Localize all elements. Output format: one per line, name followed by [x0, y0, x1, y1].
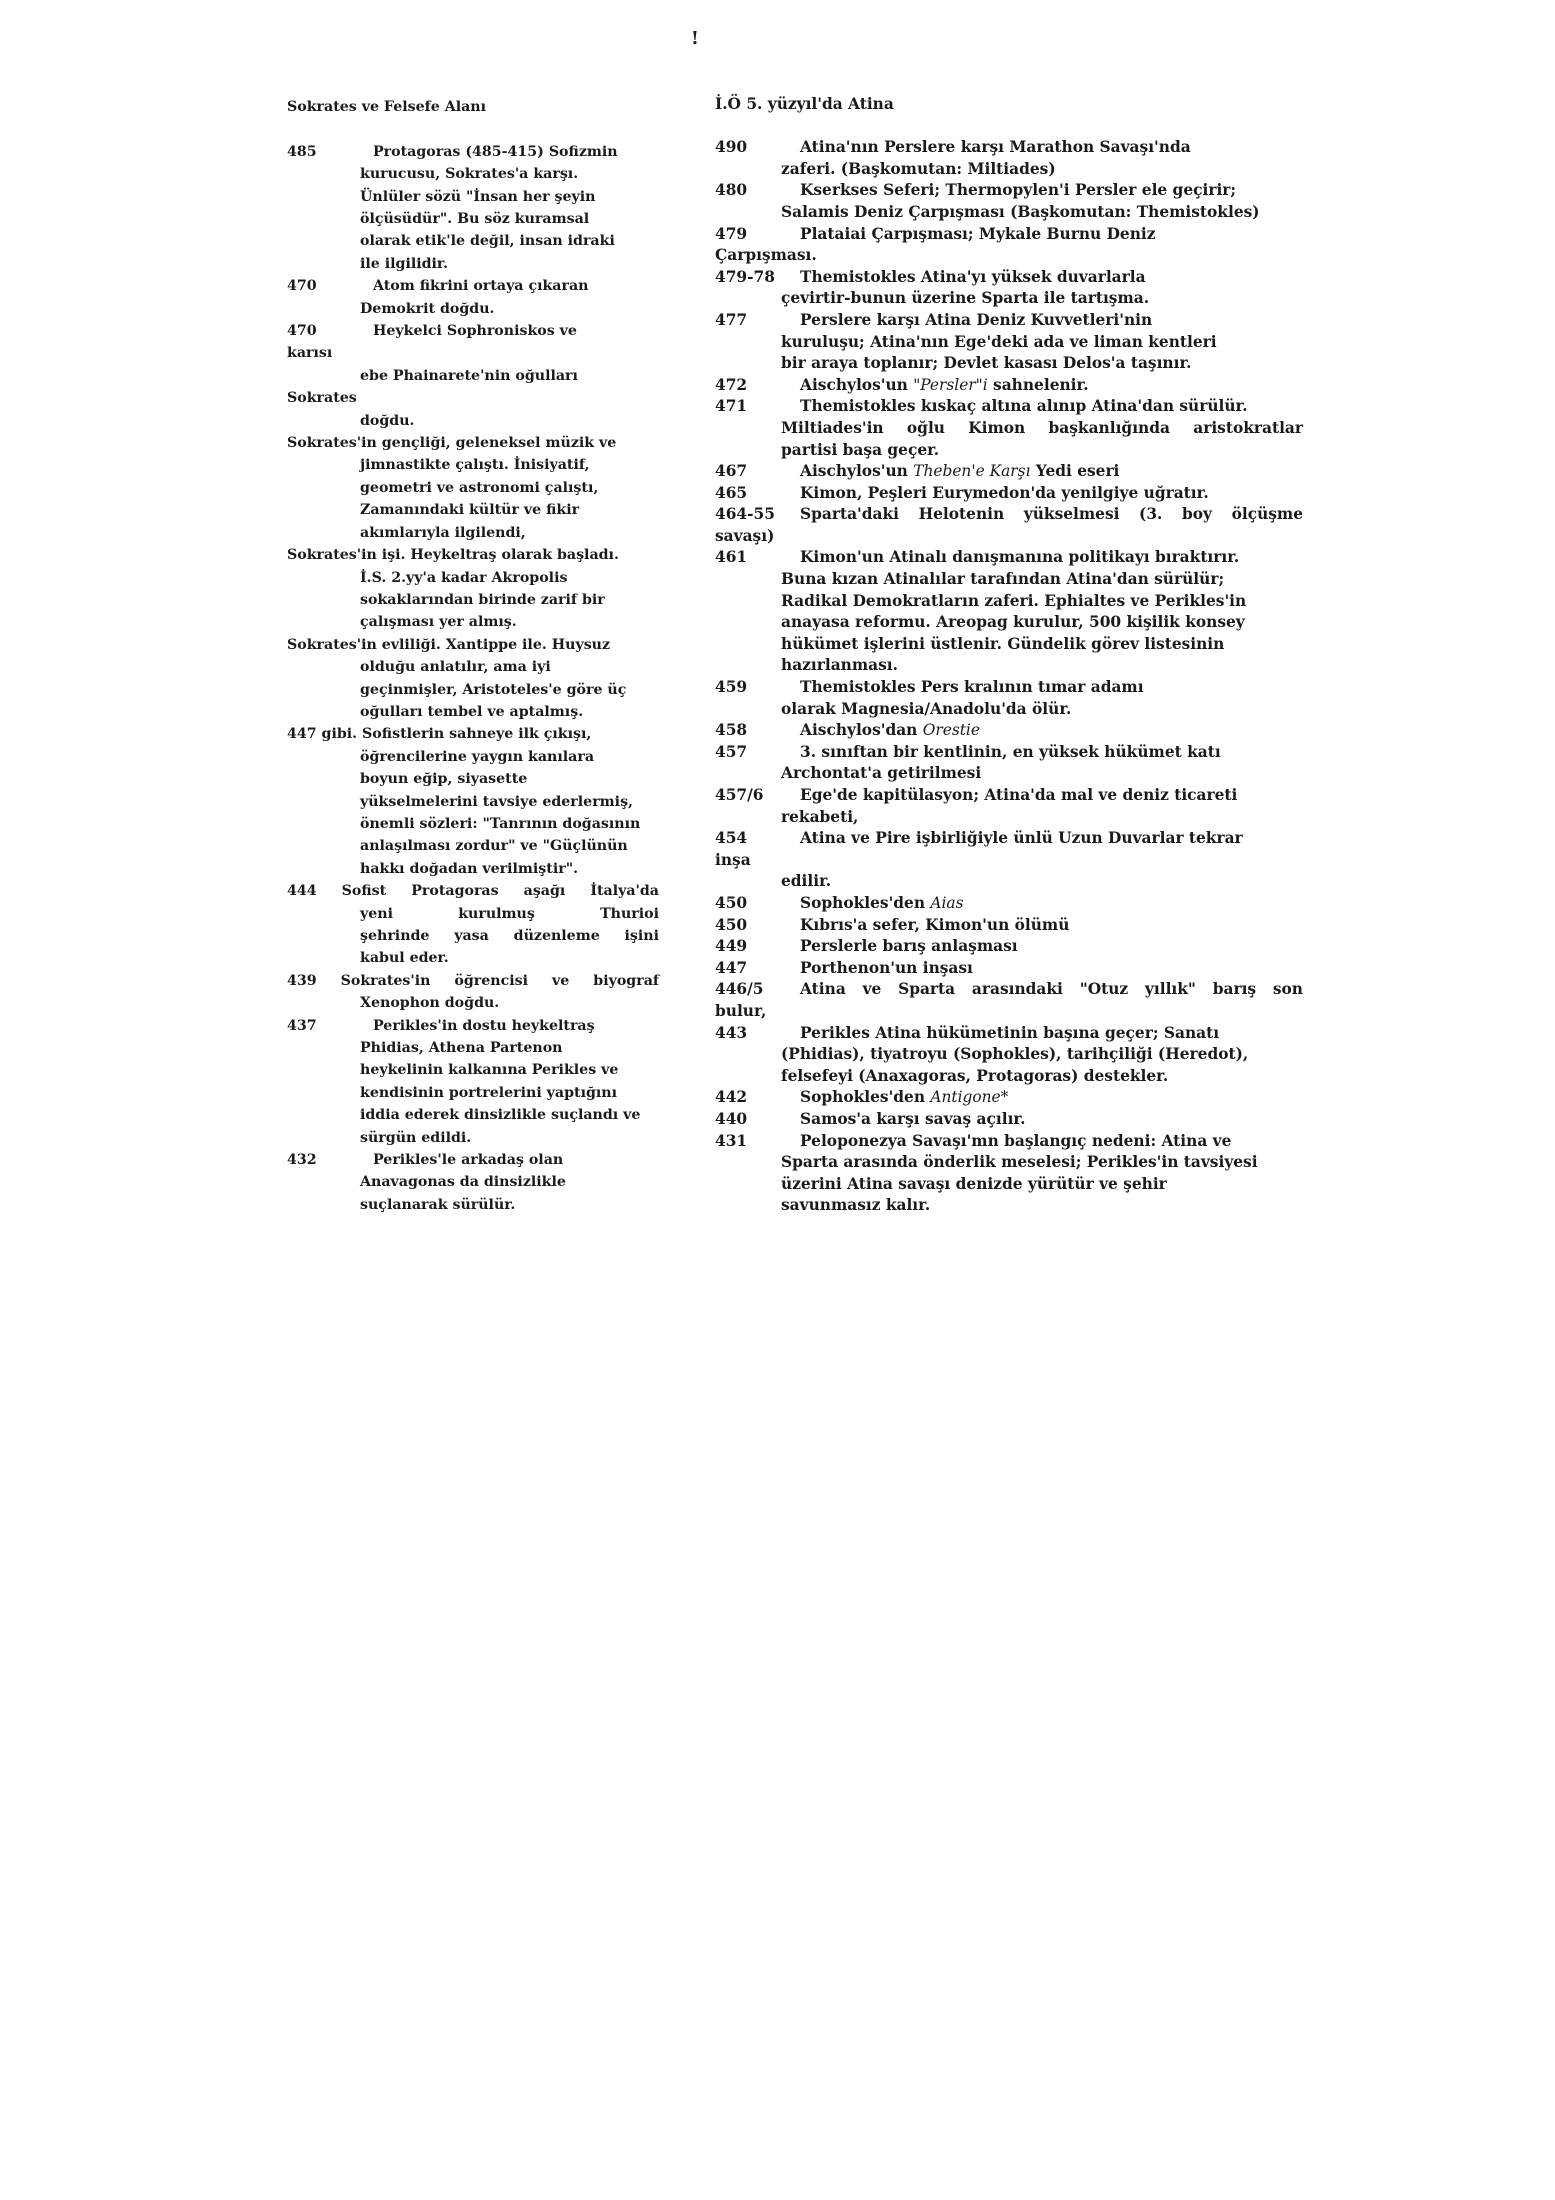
timeline-year-line	[287, 141, 659, 163]
timeline-text-line	[287, 387, 659, 409]
timeline-text-line	[287, 1037, 659, 1059]
timeline-text: Zamanındaki kültür ve fikir	[360, 502, 580, 519]
timeline-text: Perikles Atina hükümetinin başına geçer; Sanatı	[800, 1023, 1220, 1042]
timeline-text-line	[715, 202, 1303, 224]
timeline-entry	[715, 137, 1303, 180]
timeline-text: savaşı)	[715, 526, 775, 545]
timeline-text: Peloponezya Savaşı'mn başlangıç nedeni: Atina ve	[800, 1131, 1232, 1150]
timeline-text-line	[287, 947, 659, 969]
timeline-text: Phidias, Athena Partenon	[360, 1040, 563, 1057]
timeline-text: rekabeti,	[781, 807, 859, 826]
timeline-text: edilir.	[781, 872, 832, 891]
timeline-year-line	[715, 1131, 1303, 1153]
timeline-text-line	[287, 791, 659, 813]
timeline-text: kendisinin portrelerini yaptığını	[360, 1084, 617, 1101]
timeline-year-line	[715, 483, 1303, 505]
timeline-text: Sokrates'in gençliği, geleneksel müzik ve	[287, 435, 617, 452]
timeline-entry	[287, 275, 659, 320]
timeline-text: Anavagonas da dinsizlikle	[360, 1174, 566, 1191]
timeline-year-line	[715, 224, 1303, 246]
timeline-year: 457	[715, 742, 748, 761]
left-column-title: Sokrates ve Felsefe Alanı	[287, 99, 487, 115]
timeline-year: 449	[715, 937, 748, 956]
timeline-text-line	[287, 813, 659, 835]
timeline-year: 470	[287, 323, 317, 340]
timeline-text-line	[287, 970, 659, 992]
timeline-text-line	[287, 746, 659, 768]
timeline-text: Sokrates'in evliliği. Xantippe ile. Huysuz	[287, 636, 611, 653]
timeline-text-line	[715, 288, 1303, 310]
timeline-text: Themistokles kıskaç altına alınıp Atina'dan sürülür.	[800, 397, 1248, 416]
timeline-text-line	[715, 634, 1303, 656]
timeline-entry	[715, 979, 1303, 1022]
timeline-text: sürgün edildi.	[360, 1129, 472, 1146]
timeline-entry	[715, 1023, 1303, 1088]
timeline-text-line	[715, 1001, 1303, 1023]
timeline-year-line	[715, 267, 1303, 289]
timeline-text-line	[287, 432, 659, 454]
timeline-entry	[715, 1109, 1303, 1131]
timeline-text: 444 Sofist Protagoras aşağı İtalya'da	[287, 883, 659, 900]
timeline-text: Perikles'le arkadaş olan	[373, 1152, 564, 1169]
timeline-text: 3. sınıftan bir kentlinin, en yüksek hükümet katı	[800, 742, 1221, 761]
timeline-year-line	[715, 180, 1303, 202]
timeline-text: akımlarıyla ilgilendi,	[360, 524, 526, 541]
timeline-text-line	[287, 499, 659, 521]
timeline-text: Sokrates'in işi. Heykeltraş olarak başladı.	[287, 547, 619, 564]
timeline-year: 443	[715, 1023, 748, 1042]
timeline-year-line	[715, 1087, 1303, 1109]
timeline-text: hazırlanması.	[781, 656, 898, 675]
timeline-text: geçinmişler, Aristoteles'e göre üç	[360, 681, 627, 698]
timeline-year-line	[715, 893, 1303, 915]
timeline-year-line	[715, 742, 1303, 764]
timeline-text-line	[715, 159, 1303, 181]
timeline-entry	[715, 483, 1303, 505]
timeline-year: 447	[715, 958, 748, 977]
timeline-text-line	[287, 522, 659, 544]
right-column	[715, 94, 1303, 1217]
timeline-text-line	[287, 567, 659, 589]
work-title-italic: "Persler"i	[913, 375, 988, 394]
timeline-text: yeni kurulmuş Thurioi	[360, 905, 659, 922]
timeline-text: Miltiades'in oğlu Kimon başkanlığında aristokratlar	[781, 418, 1303, 437]
timeline-text: Sokrates	[287, 390, 357, 407]
timeline-text-line	[287, 1194, 659, 1216]
timeline-text: çalışması yer almış.	[360, 614, 517, 631]
timeline-text-line	[715, 1174, 1303, 1196]
timeline-text: Buna kızan Atinalılar tarafından Atina'dan sürülür;	[781, 570, 1225, 589]
timeline-text: Sparta'daki Helotenin yükselmesi (3. boy ölçüşme	[800, 505, 1303, 524]
timeline-year-line	[287, 320, 659, 342]
timeline-year: 446/5	[715, 980, 764, 999]
timeline-text: Ege'de kapitülasyon; Atina'da mal ve deniz ticareti	[800, 786, 1238, 804]
timeline-year-line	[715, 310, 1303, 332]
timeline-year: 465	[715, 483, 748, 502]
timeline-text-line	[715, 1195, 1303, 1217]
timeline-text-line	[287, 903, 659, 925]
timeline-text: yükselmelerini tavsiye ederlermiş,	[360, 793, 633, 810]
timeline-text: olarak Magnesia/Anadolu'da ölür.	[781, 699, 1072, 718]
timeline-text: (Phidias), tiyatroyu (Sophokles), tarihçiliği (Heredot),	[781, 1045, 1249, 1064]
timeline-text: Perslere karşı Atina Deniz Kuvvetleri'nin	[800, 310, 1153, 329]
timeline-text: Atina'nın Perslere karşı Marathon Savaşı'nda	[800, 138, 1191, 157]
timeline-text: Sophokles'den	[800, 893, 931, 912]
timeline-text-line	[287, 1082, 659, 1104]
timeline-text-line	[715, 353, 1303, 375]
timeline-entry	[715, 958, 1303, 980]
timeline-text: partisi başa geçer.	[781, 440, 940, 459]
timeline-year-line	[715, 785, 1303, 807]
timeline-text: Ünlüler sözü "İnsan her şeyin	[360, 188, 596, 205]
timeline-entry	[715, 310, 1303, 375]
timeline-text-line	[287, 410, 659, 432]
timeline-text: doğdu.	[360, 412, 415, 429]
timeline-text-line	[287, 477, 659, 499]
timeline-text: Plataiai Çarpışması; Mykale Burnu Deniz	[800, 224, 1156, 243]
timeline-text-line	[287, 1171, 659, 1193]
timeline-entry	[287, 544, 659, 634]
timeline-text: hakkı doğadan verilmiştir".	[360, 860, 579, 877]
timeline-entry	[715, 396, 1303, 461]
timeline-text-line	[287, 253, 659, 275]
timeline-text-line	[287, 1104, 659, 1126]
timeline-text-line	[715, 526, 1303, 548]
timeline-text-line	[287, 656, 659, 678]
timeline-year-line	[715, 915, 1303, 937]
timeline-text: felsefeyi (Anaxagoras, Protagoras) destekler.	[781, 1066, 1169, 1085]
left-column	[287, 96, 659, 1216]
timeline-entry	[715, 828, 1303, 893]
timeline-text: kurucusu, Sokrates'a karşı.	[360, 166, 579, 183]
timeline-text: hükümet işlerini üstlenir. Gündelik görev listesinin	[781, 634, 1225, 653]
right-column-title: İ.Ö 5. yüzyıl'da Atina	[715, 95, 894, 113]
timeline-text: bir araya toplanır; Devlet kasası Delos'a taşınır.	[781, 354, 1192, 373]
timeline-year: 431	[715, 1131, 748, 1150]
timeline-text-line	[287, 208, 659, 230]
timeline-entry	[715, 375, 1303, 397]
timeline-text-line	[287, 679, 659, 701]
timeline-entry	[715, 1131, 1303, 1217]
timeline-text-line	[287, 298, 659, 320]
timeline-text: çevirtir-bunun üzerine Sparta ile tartışma.	[781, 289, 1150, 308]
timeline-text: oğulları tembel ve aptalmış.	[360, 703, 584, 720]
timeline-text: karısı	[287, 345, 333, 362]
timeline-text: Samos'a karşı savaş açılır.	[800, 1109, 1026, 1128]
timeline-text-line	[715, 440, 1303, 462]
timeline-entry	[287, 970, 659, 1015]
right-column-entries	[715, 137, 1303, 1217]
timeline-text: sokaklarından birinde zarif bir	[360, 591, 605, 608]
timeline-text: Perslerle barış anlaşması	[800, 937, 1018, 956]
timeline-year: 485	[287, 143, 317, 160]
timeline-entry	[715, 893, 1303, 915]
timeline-year: 442	[715, 1088, 748, 1107]
timeline-year-line	[715, 1023, 1303, 1045]
timeline-year-line	[287, 1149, 659, 1171]
timeline-text-line	[715, 1066, 1303, 1088]
timeline-entry	[287, 880, 659, 970]
timeline-year: 479	[715, 224, 748, 243]
timeline-text: kuruluşu; Atina'nın Ege'deki ada ve liman kentleri	[781, 332, 1217, 351]
timeline-year: 458	[715, 721, 748, 740]
timeline-text-line	[287, 589, 659, 611]
timeline-entry	[287, 320, 659, 432]
timeline-text: 447 gibi. Sofistlerin sahneye ilk çıkışı,	[287, 726, 592, 743]
timeline-text: öğrencilerine yaygın kanılara	[360, 748, 595, 765]
timeline-text: heykelinin kalkanına Perikles ve	[360, 1062, 619, 1079]
timeline-text: Kimon'un Atinalı danışmanına politikayı bıraktırır.	[800, 548, 1240, 567]
timeline-entry	[287, 1149, 659, 1216]
timeline-text: Aischylos'un	[800, 375, 914, 394]
timeline-year-line	[715, 936, 1303, 958]
timeline-text-line	[287, 342, 659, 364]
timeline-text-line	[715, 591, 1303, 613]
timeline-text: Aischylos'dan	[800, 721, 923, 740]
timeline-text-line	[287, 1059, 659, 1081]
timeline-entry	[287, 634, 659, 724]
timeline-text: Demokrit doğdu.	[360, 300, 495, 317]
work-title-italic: Theben'e Karşı	[913, 462, 1031, 481]
timeline-entry	[715, 677, 1303, 720]
timeline-entry	[715, 720, 1303, 742]
timeline-entry	[715, 504, 1303, 547]
timeline-entry	[287, 723, 659, 880]
timeline-text-line	[287, 163, 659, 185]
timeline-text-line	[715, 871, 1303, 893]
timeline-text: iddia ederek dinsizlikle suçlandı ve	[360, 1107, 641, 1124]
timeline-text: İ.S. 2.yy'a kadar Akropolis	[360, 569, 568, 586]
timeline-year: 440	[715, 1109, 748, 1128]
timeline-text: Çarpışması.	[715, 246, 817, 265]
timeline-text: ölçüsüdür". Bu söz kuramsal	[360, 211, 590, 228]
timeline-year: 480	[715, 181, 748, 200]
timeline-text: Atina ve Pire işbirliğiyle ünlü Uzun Duvarlar tekrar	[800, 829, 1243, 848]
timeline-text: jimnastikte çalıştı. İnisiyatif,	[360, 457, 590, 474]
timeline-year-line	[715, 677, 1303, 699]
timeline-text: Porthenon'un inşası	[800, 958, 973, 977]
timeline-text-line	[287, 701, 659, 723]
timeline-entry	[715, 267, 1303, 310]
timeline-year: 459	[715, 678, 748, 697]
timeline-year-line	[715, 720, 1303, 742]
timeline-year: 470	[287, 278, 317, 295]
timeline-text: savunmasız kalır.	[781, 1196, 931, 1215]
timeline-year: 457/6	[715, 786, 764, 804]
timeline-year: 479-78	[715, 267, 775, 286]
timeline-text: Atom fikrini ortaya çıkaran	[373, 278, 589, 295]
timeline-text: suçlanarak sürülür.	[360, 1196, 516, 1213]
timeline-text-line	[287, 230, 659, 252]
timeline-text-line	[287, 1127, 659, 1149]
timeline-text: Kserkses Seferi; Thermopylen'i Persler ele geçirir;	[800, 181, 1237, 200]
timeline-text: boyun eğip, siyasette	[360, 771, 528, 788]
timeline-text: Themistokles Atina'yı yüksek duvarlarla	[800, 267, 1146, 286]
timeline-year: 432	[287, 1152, 317, 1169]
work-title-italic: Antigone*	[930, 1088, 1009, 1107]
timeline-year: 454	[715, 829, 748, 848]
timeline-year-line	[715, 504, 1303, 526]
timeline-text-line	[287, 723, 659, 745]
timeline-text-line	[715, 1044, 1303, 1066]
timeline-text: kabul eder.	[360, 950, 449, 967]
timeline-text-line	[287, 544, 659, 566]
timeline-text: Xenophon doğdu.	[360, 995, 500, 1012]
timeline-text: Perikles'in dostu heykeltraş	[373, 1017, 595, 1034]
timeline-text: şehrinde yasa düzenleme işini	[360, 928, 659, 945]
timeline-text-line	[715, 245, 1303, 267]
timeline-year: 437	[287, 1017, 317, 1034]
timeline-text: Kıbrıs'a sefer, Kimon'un ölümü	[800, 915, 1070, 934]
timeline-text-line	[287, 925, 659, 947]
work-title-italic: Orestie	[922, 721, 980, 740]
timeline-year-line	[715, 958, 1303, 980]
left-column-entries	[287, 141, 659, 1217]
timeline-year: 450	[715, 893, 748, 912]
timeline-year-line	[715, 828, 1303, 850]
timeline-text-line	[715, 807, 1303, 829]
timeline-text: ebe Phainarete'nin oğulları	[360, 367, 578, 384]
timeline-text-line	[715, 699, 1303, 721]
timeline-year-line	[715, 461, 1303, 483]
timeline-text: inşa	[715, 850, 751, 869]
timeline-text: olarak etik'le değil, insan idraki	[360, 233, 615, 250]
timeline-text-line	[715, 569, 1303, 591]
timeline-text: üzerini Atina savaşı denizde yürütür ve şehir	[781, 1174, 1167, 1193]
timeline-text-line	[715, 655, 1303, 677]
timeline-text: Sophokles'den	[800, 1088, 931, 1107]
timeline-text-line	[287, 186, 659, 208]
timeline-year-line	[715, 137, 1303, 159]
timeline-year-line	[287, 1015, 659, 1037]
timeline-text-line	[287, 454, 659, 476]
timeline-year: 477	[715, 310, 748, 329]
timeline-year-line	[287, 275, 659, 297]
timeline-text: Radikal Demokratların zaferi. Ephialtes ve Perikles'in	[781, 591, 1247, 610]
timeline-text: Themistokles Pers kralının tımar adamı	[800, 678, 1144, 697]
timeline-text: Heykelci Sophroniskos ve	[373, 323, 577, 340]
timeline-entry	[715, 915, 1303, 937]
timeline-text-line	[287, 611, 659, 633]
timeline-year: 450	[715, 915, 748, 934]
timeline-text-line	[287, 880, 659, 902]
timeline-text: Yedi eseri	[1030, 462, 1120, 481]
timeline-year-line	[715, 547, 1303, 569]
timeline-entry	[715, 785, 1303, 828]
timeline-text-line	[715, 850, 1303, 872]
timeline-entry	[287, 141, 659, 275]
timeline-year: 472	[715, 375, 748, 394]
timeline-entry	[715, 742, 1303, 785]
timeline-text-line	[287, 858, 659, 880]
timeline-text-line	[287, 992, 659, 1014]
timeline-text: Atina ve Sparta arasındaki "Otuz yıllık" barış son	[800, 980, 1303, 999]
timeline-text-line	[287, 835, 659, 857]
timeline-year-line	[715, 396, 1303, 418]
timeline-year-line	[715, 1109, 1303, 1131]
timeline-text: bulur,	[715, 1001, 767, 1020]
timeline-text: Salamis Deniz Çarpışması (Başkomutan: Themistokles)	[781, 202, 1260, 221]
page-top-mark: !	[691, 28, 699, 49]
timeline-text: Kimon, Peşleri Eurymedon'da yenilgiye uğratır.	[800, 483, 1209, 502]
timeline-text-line	[715, 1152, 1303, 1174]
timeline-text: anlaşılması zordur" ve "Güçlünün	[360, 838, 628, 855]
timeline-text-line	[287, 365, 659, 387]
timeline-year-line	[715, 375, 1303, 397]
timeline-year: 467	[715, 462, 748, 481]
timeline-text-line	[715, 418, 1303, 440]
timeline-text: ile ilgilidir.	[360, 255, 449, 272]
timeline-text: 439 Sokrates'in öğrencisi ve biyograf	[287, 972, 659, 989]
timeline-text-line	[287, 634, 659, 656]
timeline-text-line	[715, 332, 1303, 354]
timeline-year: 471	[715, 397, 748, 416]
timeline-entry	[715, 1087, 1303, 1109]
timeline-entry	[287, 1015, 659, 1149]
timeline-year: 490	[715, 138, 748, 157]
timeline-entry	[715, 224, 1303, 267]
timeline-text: geometri ve astronomi çalıştı,	[360, 479, 599, 496]
timeline-text-line	[715, 763, 1303, 785]
timeline-text-line	[287, 768, 659, 790]
timeline-text: sahnelenir.	[987, 375, 1089, 394]
timeline-year: 461	[715, 548, 748, 567]
timeline-entry	[287, 432, 659, 544]
timeline-text: Protagoras (485-415) Sofizmin	[373, 143, 618, 160]
timeline-text: önemli sözleri: "Tanrının doğasının	[360, 815, 641, 832]
timeline-text: anayasa reformu. Areopag kurulur, 500 kişilik konsey	[781, 613, 1245, 632]
timeline-year: 464-55	[715, 505, 775, 524]
timeline-year-line	[715, 979, 1303, 1001]
timeline-text: Sparta arasında önderlik meselesi; Perikles'in tavsiyesi	[781, 1153, 1258, 1172]
timeline-text: Archontat'a getirilmesi	[781, 764, 982, 783]
timeline-text: olduğu anlatılır, ama iyi	[360, 659, 551, 676]
timeline-text: zaferi. (Başkomutan: Miltiades)	[781, 159, 1056, 178]
timeline-text-line	[715, 612, 1303, 634]
timeline-entry	[715, 547, 1303, 677]
timeline-entry	[715, 180, 1303, 223]
timeline-entry	[715, 936, 1303, 958]
timeline-entry	[715, 461, 1303, 483]
timeline-text: Aischylos'un	[800, 462, 914, 481]
work-title-italic: Aias	[930, 893, 964, 912]
